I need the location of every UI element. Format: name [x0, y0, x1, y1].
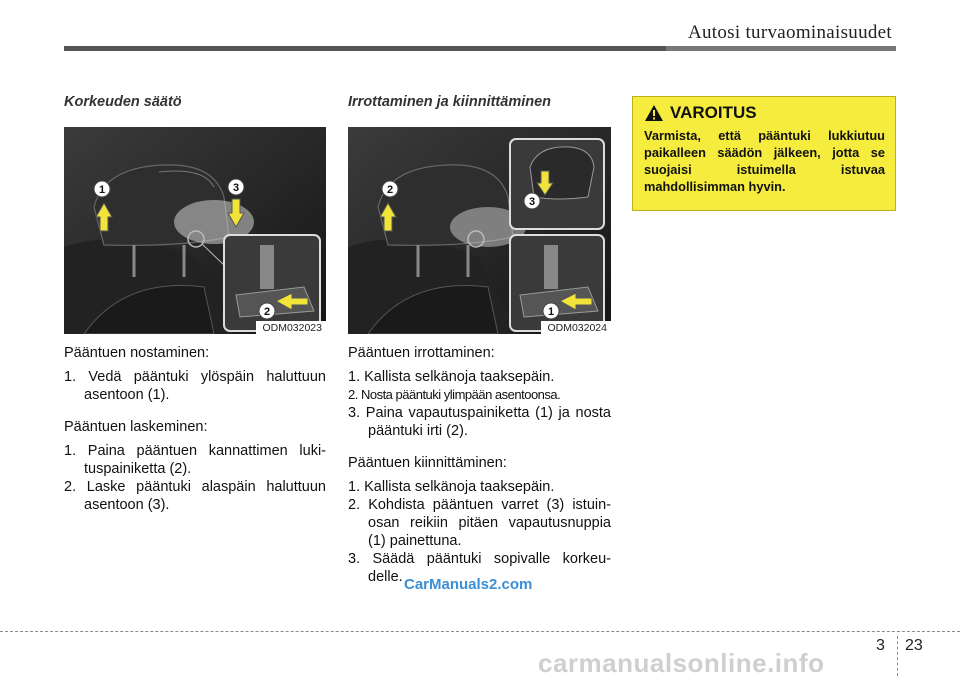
callout-1: 1	[547, 306, 555, 318]
callout-2: 2	[263, 306, 271, 318]
callout-2: 2	[386, 184, 394, 196]
footer-separator	[897, 636, 898, 676]
section-heading-height-adjustment: Korkeuden säätö	[64, 94, 182, 110]
install-title: Pääntuen kiinnittäminen:	[348, 455, 507, 471]
headrest-illustration-2	[348, 127, 611, 334]
figure-code: ODM032024	[541, 321, 611, 334]
left-column-text	[64, 344, 326, 514]
install-step: 3. Säädä pääntuki sopivalle korkeu-delle.	[348, 551, 611, 585]
remove-step: 2. Nosta pääntuki ylimpään asentoonsa.	[348, 387, 561, 402]
footer-rule	[0, 631, 960, 632]
warning-title: VAROITUS	[670, 103, 757, 122]
callout-3: 3	[232, 182, 240, 194]
raise-title: Pääntuen nostaminen:	[64, 345, 210, 361]
install-step: 2. Kohdista pääntuen varret (3) istuin-osan reikiin pitäen vapautusnuppia (1) painettuna.	[348, 497, 611, 549]
callout-3: 3	[528, 196, 536, 208]
watermark-link[interactable]: CarManuals2.com	[404, 576, 533, 593]
warning-box	[632, 96, 896, 211]
remove-step: 1. Kallista selkänoja taaksepäin.	[348, 369, 555, 385]
install-step: 1. Kallista selkänoja taaksepäin.	[348, 479, 555, 495]
running-header-title: Autosi turvaominaisuudet	[687, 22, 892, 43]
remove-title: Pääntuen irrottaminen:	[348, 345, 495, 361]
lower-step: 2. Laske pääntuki alaspäin haluttuun asentoon (3).	[64, 479, 326, 513]
figure-height-adjustment	[64, 127, 326, 334]
middle-column-text	[348, 344, 611, 586]
callout-1: 1	[98, 184, 106, 196]
page-number: 23	[905, 637, 923, 654]
raise-step: 1. Vedä pääntuki ylöspäin haluttuun asentoon (1).	[64, 369, 326, 403]
headrest-illustration-1	[64, 127, 326, 334]
remove-step: 3. Paina vapautuspainiketta (1) ja nosta pääntuki irti (2).	[348, 405, 611, 439]
figure-code: ODM032023	[256, 321, 326, 334]
warning-header	[644, 103, 885, 123]
lower-step: 1. Paina pääntuen kannattimen luki-tuspainiketta (2).	[64, 443, 326, 477]
figure-removal	[348, 127, 611, 334]
warning-triangle-icon	[644, 104, 664, 122]
footer-watermark: carmanualsonline.info	[538, 648, 825, 677]
warning-text: Varmista, että pääntuki lukkiutuu paikalleen säädön jälkeen, jotta se suojaisi istuimella istuvaa mahdollisimman hyvin.	[644, 128, 885, 194]
header-rule	[64, 46, 896, 51]
lower-title: Pääntuen laskeminen:	[64, 419, 208, 435]
section-heading-removal: Irrottaminen ja kiinnittäminen	[348, 94, 552, 110]
chapter-number: 3	[876, 637, 885, 654]
